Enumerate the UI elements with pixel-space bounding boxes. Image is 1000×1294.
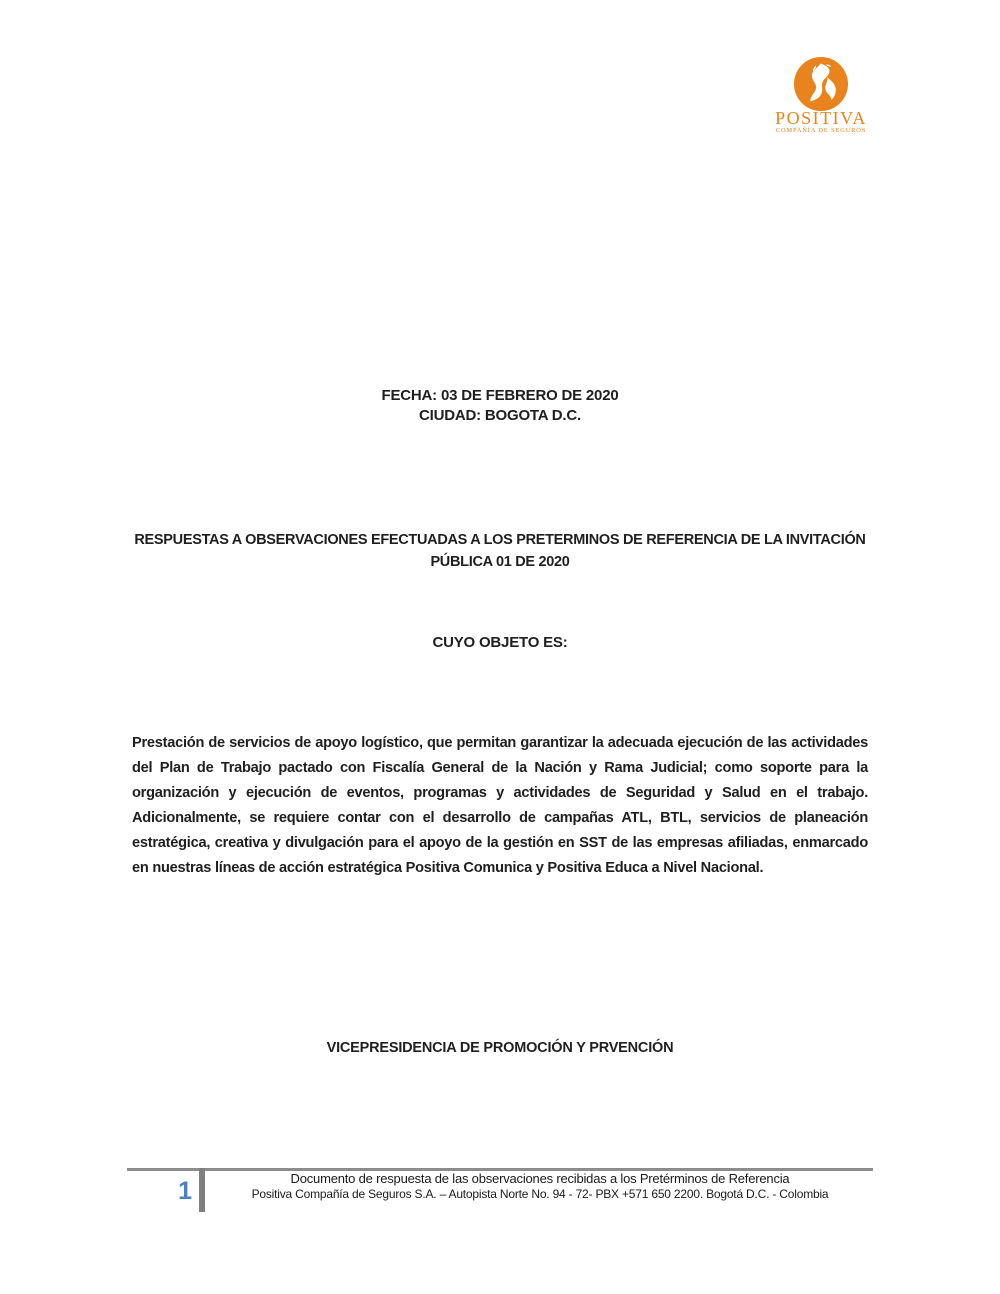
positiva-logo-icon <box>793 56 849 112</box>
positiva-logo <box>760 56 882 134</box>
logo-tagline: COMPAÑÍA DE SEGUROS <box>775 127 867 134</box>
object-paragraph: Prestación de servicios de apoyo logístico, que permitan garantizar la adecuada ejecución de las actividades del Plan de Trabajo pactado con Fiscalía General de la Nación y Rama Judicial; como soporte para la organización y ejecución de eventos, programas y actividades de Seguridad y Salud en el trabajo. Adicionalmente, se requiere contar con el desarrollo de campañas ATL, BTL, servicios de planeación estratégica, creativa y divulgación para el apoyo de la gestión en SST de las empresas afiliadas, enmarcado en nuestras líneas de acción estratégica Positiva Comunica y Positiva Educa a Nivel Nacional. <box>132 735 868 876</box>
date-line: FECHA: 03 DE FEBRERO DE 2020 <box>381 387 619 404</box>
footer-line2: Positiva Compañía de Seguros S.A. – Autopista Norte No. 94 - 72- PBX +571 650 2200. Bogotá D.C. - Colombia <box>251 1187 829 1201</box>
date-city-block <box>0 386 1000 426</box>
object-heading: CUYO OBJETO ES: <box>432 634 568 651</box>
logo-wordmark: POSITIVA <box>775 108 867 128</box>
footer-line1: Documento de respuesta de las observaciones recibidas a los Pretérminos de Referencia <box>290 1171 790 1186</box>
document-title: RESPUESTAS A OBSERVACIONES EFECTUADAS A LOS PRETERMINOS DE REFERENCIA DE LA INVITACIÓN PÚBLICA 01 DE 2020 <box>134 532 866 570</box>
footer-text-block <box>210 1171 870 1202</box>
footer-divider <box>199 1168 205 1212</box>
page-number: 1 <box>178 1177 192 1205</box>
signature-line: VICEPRESIDENCIA DE PROMOCIÓN Y PRVENCIÓN <box>326 1040 674 1056</box>
city-line: CIUDAD: BOGOTA D.C. <box>418 407 582 424</box>
